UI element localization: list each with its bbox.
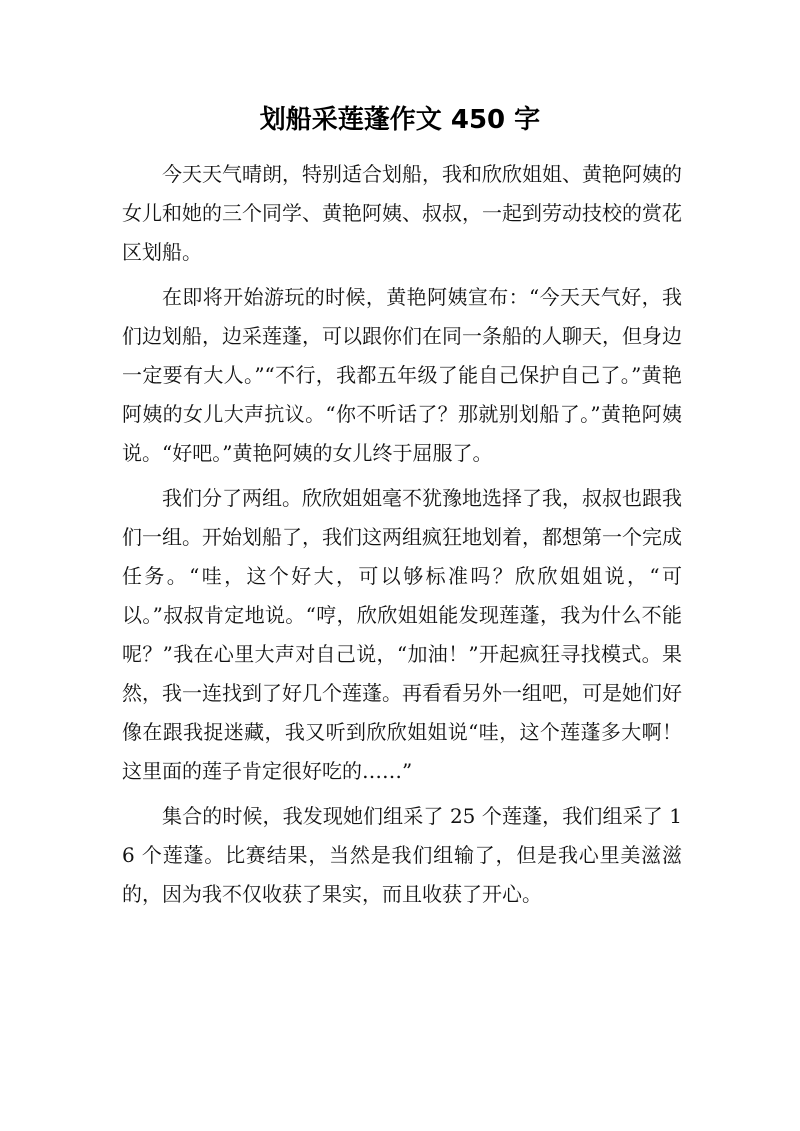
- paragraph-4: 集合的时候，我发现她们组采了 25 个莲蓬，我们组采了 16 个莲蓬。比赛结果，当然是我们组输了，但是我心里美滋滋的，因为我不仅收获了果实，而且收获了开心。: [122, 804, 682, 906]
- paragraph-1: 今天天气晴朗，特别适合划船，我和欣欣姐姐、黄艳阿姨的女儿和她的三个同学、黄艳阿姨、叔叔，一起到劳动技校的赏花区划船。: [122, 162, 682, 264]
- paragraph-3: 我们分了两组。欣欣姐姐毫不犹豫地选择了我，叔叔也跟我们一组。开始划船了，我们这两组疯狂地划着，都想第一个完成任务。“哇，这个好大，可以够标准吗？欣欣姐姐说，“可以。”叔叔肯定地说。“哼，欣欣姐姐能发现莲蓬，我为什么不能呢？”我在心里大声对自己说，“加油！”开起疯狂寻找模式。果然，我一连找到了好几个莲蓬。再看看另外一组吧，可是她们好像在跟我捉迷藏，我又听到欣欣姐姐说“哇，这个莲蓬多大啊！这里面的莲子肯定很好吃的……”: [122, 486, 682, 783]
- document-title: 划船采莲蓬作文 450 字: [259, 105, 541, 135]
- paragraph-2: 在即将开始游玩的时候，黄艳阿姨宣布：“今天天气好，我们边划船，边采莲蓬，可以跟你们在同一条船的人聊天，但身边一定要有大人。”“不行，我都五年级了能自己保护自己了。”黄艳阿姨的女儿大声抗议。“你不听话了？那就别划船了。”黄艳阿姨说。“好吧。”黄艳阿姨的女儿终于屈服了。: [122, 285, 682, 465]
- document-body: [122, 155, 682, 920]
